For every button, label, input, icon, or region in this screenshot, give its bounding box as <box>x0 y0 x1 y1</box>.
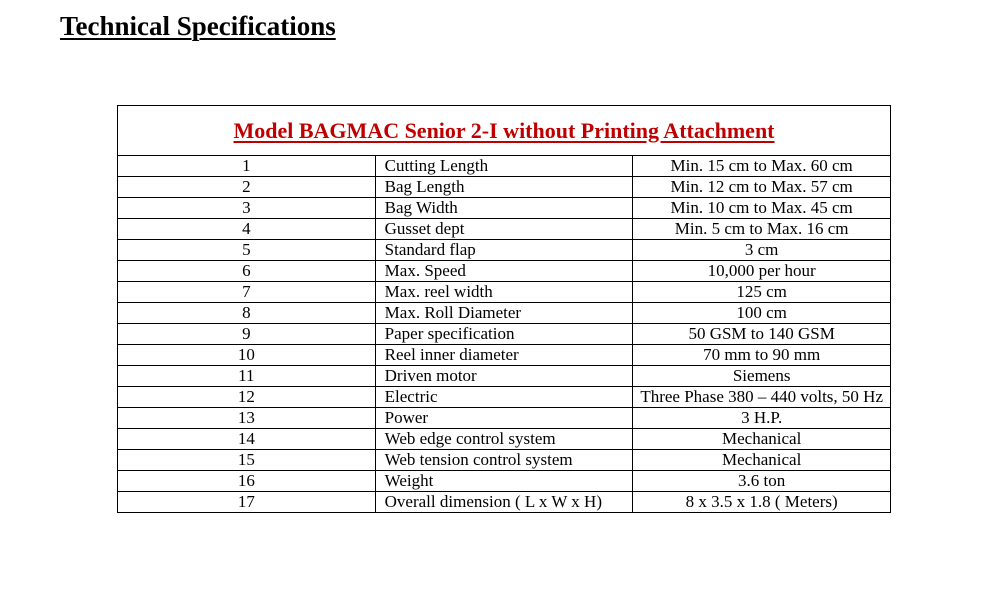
table-row <box>118 261 891 282</box>
table-row <box>118 492 891 513</box>
row-value: 3 H.P. <box>633 408 891 429</box>
row-number: 11 <box>118 366 376 387</box>
row-value: Mechanical <box>633 429 891 450</box>
row-parameter: Gusset dept <box>375 219 633 240</box>
row-number: 8 <box>118 303 376 324</box>
row-value: Min. 12 cm to Max. 57 cm <box>633 177 891 198</box>
table-row <box>118 240 891 261</box>
row-number: 14 <box>118 429 376 450</box>
row-number: 15 <box>118 450 376 471</box>
row-number: 1 <box>118 156 376 177</box>
row-number: 16 <box>118 471 376 492</box>
row-number: 10 <box>118 345 376 366</box>
row-number: 12 <box>118 387 376 408</box>
row-parameter: Max. reel width <box>375 282 633 303</box>
row-value: 8 x 3.5 x 1.8 ( Meters) <box>633 492 891 513</box>
row-parameter: Bag Length <box>375 177 633 198</box>
row-number: 5 <box>118 240 376 261</box>
row-number: 7 <box>118 282 376 303</box>
row-value: Min. 15 cm to Max. 60 cm <box>633 156 891 177</box>
row-parameter: Overall dimension ( L x W x H) <box>375 492 633 513</box>
row-number: 3 <box>118 198 376 219</box>
row-value: Min. 5 cm to Max. 16 cm <box>633 219 891 240</box>
specifications-table <box>117 105 891 513</box>
row-number: 2 <box>118 177 376 198</box>
row-value: 50 GSM to 140 GSM <box>633 324 891 345</box>
row-value: 100 cm <box>633 303 891 324</box>
row-parameter: Max. Speed <box>375 261 633 282</box>
row-number: 13 <box>118 408 376 429</box>
row-parameter: Reel inner diameter <box>375 345 633 366</box>
table-row <box>118 471 891 492</box>
row-parameter: Max. Roll Diameter <box>375 303 633 324</box>
table-row <box>118 345 891 366</box>
row-parameter: Weight <box>375 471 633 492</box>
row-value: Mechanical <box>633 450 891 471</box>
page-title: Technical Specifications <box>60 11 336 41</box>
row-value: 125 cm <box>633 282 891 303</box>
row-value: 10,000 per hour <box>633 261 891 282</box>
table-row <box>118 219 891 240</box>
row-value: Min. 10 cm to Max. 45 cm <box>633 198 891 219</box>
row-value: Siemens <box>633 366 891 387</box>
row-parameter: Paper specification <box>375 324 633 345</box>
table-row <box>118 450 891 471</box>
table-caption-row <box>118 106 891 156</box>
table-row <box>118 387 891 408</box>
row-parameter: Standard flap <box>375 240 633 261</box>
row-number: 17 <box>118 492 376 513</box>
table-row <box>118 156 891 177</box>
row-parameter: Driven motor <box>375 366 633 387</box>
table-row <box>118 366 891 387</box>
row-parameter: Power <box>375 408 633 429</box>
row-value: 3.6 ton <box>633 471 891 492</box>
row-parameter: Bag Width <box>375 198 633 219</box>
row-value: 70 mm to 90 mm <box>633 345 891 366</box>
table-row <box>118 408 891 429</box>
row-number: 4 <box>118 219 376 240</box>
table-row <box>118 303 891 324</box>
row-number: 6 <box>118 261 376 282</box>
row-number: 9 <box>118 324 376 345</box>
row-parameter: Cutting Length <box>375 156 633 177</box>
row-value: Three Phase 380 – 440 volts, 50 Hz <box>633 387 891 408</box>
table-caption: Model BAGMAC Senior 2-I without Printing Attachment <box>118 106 891 156</box>
row-parameter: Electric <box>375 387 633 408</box>
row-value: 3 cm <box>633 240 891 261</box>
table-row <box>118 282 891 303</box>
table-row <box>118 429 891 450</box>
row-parameter: Web tension control system <box>375 450 633 471</box>
table-row <box>118 198 891 219</box>
row-parameter: Web edge control system <box>375 429 633 450</box>
table-row <box>118 177 891 198</box>
table-row <box>118 324 891 345</box>
